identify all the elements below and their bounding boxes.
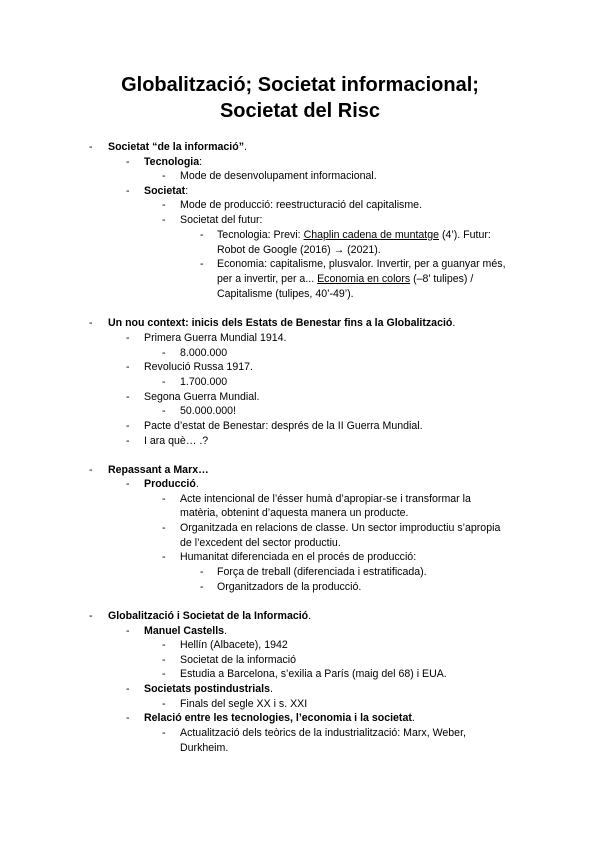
list-item-tecnologia-futur: Tecnologia: Previ: Chaplin cadena de muntatge (4’). Futur:: [217, 229, 491, 241]
bullet-dash: -: [162, 727, 166, 739]
document-title: [0, 72, 600, 124]
bullet-dash: -: [162, 639, 166, 651]
bullet-dash: -: [162, 668, 166, 680]
list-item: Hellín (Albacete), 1942: [180, 639, 288, 651]
chaplin-link[interactable]: Chaplin cadena de muntatge: [303, 229, 440, 241]
economia-en-colors-link[interactable]: Economia en colors: [317, 273, 411, 285]
subheading-postindustrials: Societats postindustrials.: [144, 683, 273, 695]
list-item-continuation: de l’excedent del sector productiu.: [180, 537, 341, 549]
list-item: Mode de producció: reestructuració del capitalisme.: [180, 199, 423, 211]
bullet-dash: -: [162, 405, 166, 417]
list-item: Societat de la informació: [180, 654, 297, 666]
subheading-relacio: Relació entre les tecnologies, l’economia i la societat.: [144, 712, 415, 724]
list-item: 50.000.000!: [180, 405, 236, 417]
bullet-dash: -: [162, 522, 166, 534]
list-item: Humanitat diferenciada en el procés de producció:: [180, 551, 417, 563]
list-item-economia: Economia: capitalisme, plusvalor. Invertir, per a guanyar més,: [217, 258, 506, 270]
bullet-dash: -: [162, 214, 166, 226]
section-heading-informacio: Societat “de la informació”.: [108, 141, 247, 153]
bullet-dash: -: [200, 581, 204, 593]
list-item: Primera Guerra Mundial 1914.: [144, 332, 287, 344]
bullet-dash: -: [162, 376, 166, 388]
section-heading-nou-context: Un nou context: inicis dels Estats de Benestar fins a la Globalització.: [108, 317, 456, 329]
bullet-dash: -: [126, 625, 130, 637]
list-item-continuation: per a invertir, per a... Economia en colors (–8’ tulipes) /: [217, 273, 474, 285]
list-item: Actualització dels teòrics de la industrialització: Marx, Weber,: [180, 727, 466, 739]
title-line-1: Globalització; Societat informacional;: [121, 74, 479, 96]
bullet-dash: -: [126, 712, 130, 724]
subheading-produccio: Producció.: [144, 478, 199, 490]
bullet-dash: -: [89, 317, 93, 329]
bullet-dash: -: [162, 170, 166, 182]
bullet-dash: -: [89, 464, 93, 476]
list-item: Revolució Russa 1917.: [144, 361, 253, 373]
bullet-dash: -: [126, 391, 130, 403]
bullet-dash: -: [89, 141, 93, 153]
bullet-dash: -: [126, 478, 130, 490]
list-item: Societat del futur:: [180, 214, 263, 226]
list-item: I ara què… .?: [144, 435, 209, 447]
list-item: Segona Guerra Mundial.: [144, 391, 260, 403]
section-heading-marx: Repassant a Marx…: [108, 464, 209, 476]
list-item: Organitzada en relacions de classe. Un sector improductiu s’apropia: [180, 522, 501, 534]
list-item: Finals del segle XX i s. XXI: [180, 698, 308, 710]
bullet-dash: -: [126, 420, 130, 432]
list-item-continuation: Robot de Google (2016) → (2021).: [217, 244, 381, 256]
list-item: Acte intencional de l’ésser humà d’apropiar-se i transformar la: [180, 493, 471, 505]
list-item-continuation: Capitalisme (tulipes, 40’-49’).: [217, 288, 354, 300]
bullet-dash: -: [162, 551, 166, 563]
subheading-tecnologia: Tecnologia:: [144, 156, 203, 168]
list-item: Força de treball (diferenciada i estratificada).: [217, 566, 427, 578]
bullet-dash: -: [126, 332, 130, 344]
list-item: Organitzadors de la producció.: [217, 581, 362, 593]
bullet-dash: -: [126, 361, 130, 373]
bullet-dash: -: [200, 566, 204, 578]
bullet-dash: -: [126, 156, 130, 168]
list-item: Pacte d’estat de Benestar: després de la II Guerra Mundial.: [144, 420, 423, 432]
list-item: 8.000.000: [180, 347, 228, 359]
subheading-societat: Societat:: [144, 185, 189, 197]
bullet-dash: -: [89, 610, 93, 622]
bullet-dash: -: [200, 258, 204, 270]
list-item-continuation: matèria, obtenint d’aquesta manera un producte.: [180, 507, 409, 519]
list-item: 1.700.000: [180, 376, 228, 388]
list-item: Estudia a Barcelona, s’exilia a París (maig del 68) i EUA.: [180, 668, 447, 680]
bullet-dash: -: [162, 347, 166, 359]
bullet-dash: -: [126, 683, 130, 695]
bullet-dash: -: [200, 229, 204, 241]
section-heading-globalitzacio: Globalització i Societat de la Informació.: [108, 610, 312, 622]
bullet-dash: -: [162, 199, 166, 211]
bullet-dash: -: [126, 185, 130, 197]
list-item-continuation: Durkheim.: [180, 742, 229, 754]
bullet-dash: -: [126, 435, 130, 447]
bullet-dash: -: [162, 698, 166, 710]
subheading-castells: Manuel Castells.: [144, 625, 228, 637]
bullet-dash: -: [162, 654, 166, 666]
list-item: Mode de desenvolupament informacional.: [180, 170, 377, 182]
title-line-2: Societat del Risc: [219, 100, 381, 122]
bullet-dash: -: [162, 493, 166, 505]
